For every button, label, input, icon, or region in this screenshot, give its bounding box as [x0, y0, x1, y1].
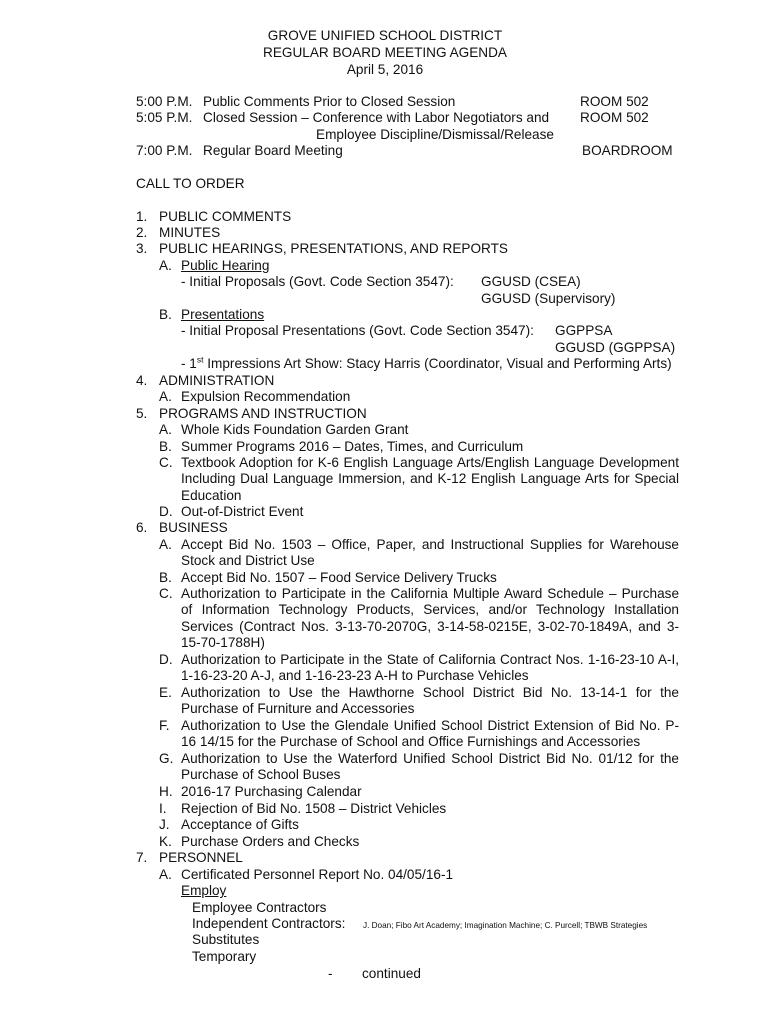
employ-heading: Employ	[181, 883, 227, 898]
agenda-item: Purchase Orders and Checks	[181, 834, 360, 849]
item-letter: A.	[159, 422, 172, 437]
art-show-superscript: st	[196, 354, 204, 365]
agenda-item: Accept Bid No. 1507 – Food Service Delivery Trucks	[181, 570, 497, 585]
schedule-time-2: 5:05 P.M.	[136, 110, 193, 125]
meeting-date: April 5, 2016	[346, 62, 424, 77]
presentation-ggppsa: GGPPSA	[555, 323, 613, 338]
schedule-desc-1: Public Comments Prior to Closed Session	[203, 94, 456, 109]
item-letter: A.	[159, 537, 172, 552]
continued-label: continued	[362, 966, 421, 981]
presentation-ggusd-ggppsa: GGUSD (GGPPSA)	[555, 340, 676, 355]
agenda-item: Authorization to Participate in the California Multiple Award Schedule – Purchase of Information Technology Products, Services, and/or Technology Installation Services (Contract Nos. 3-13-70-2070G, 3-14-58-0215E, 3-02-70-1849A, and 3-15-70-1788H)	[181, 586, 679, 651]
section-number: 7.	[136, 850, 148, 865]
art-show-text: Impressions Art Show: Stacy Harris (Coordinator, Visual and Performing Arts)	[203, 356, 672, 371]
independent-contractors-list: J. Doan; Fibo Art Academy; Imagination Machine; C. Purcell; TBWB Strategies	[363, 921, 648, 930]
item-letter: E.	[159, 685, 172, 700]
certificated-personnel-report: Certificated Personnel Report No. 04/05/16-1	[181, 867, 454, 882]
initial-proposal-presentations-line: - Initial Proposal Presentations (Govt. Code Section 3547):	[181, 323, 534, 338]
section-minutes: MINUTES	[159, 225, 221, 240]
continued-dash: -	[328, 966, 333, 981]
item-letter: A.	[159, 867, 172, 882]
item-letter: H.	[159, 784, 173, 799]
section-number: 6.	[136, 520, 148, 535]
agenda-item: Summer Programs 2016 – Dates, Times, and Curriculum	[181, 439, 524, 454]
initial-proposals-csea: GGUSD (CSEA)	[481, 274, 581, 289]
agenda-item: Accept Bid No. 1503 – Office, Paper, and Instructional Supplies for Warehouse Stock and District Use	[181, 537, 679, 569]
section-personnel: PERSONNEL	[159, 850, 243, 865]
item-letter: A.	[159, 389, 172, 404]
section-number: 4.	[136, 373, 148, 388]
item-letter: F.	[159, 718, 170, 733]
section-number: 3.	[136, 241, 148, 256]
substitutes: Substitutes	[192, 932, 260, 947]
schedule-desc-2-cont: Employee Discipline/Dismissal/Release	[316, 127, 554, 142]
item-letter: D.	[159, 652, 173, 667]
section-number: 1.	[136, 209, 148, 224]
art-show-line	[181, 356, 672, 372]
agenda-item: Whole Kids Foundation Garden Grant	[181, 422, 409, 437]
art-show-prefix: - 1	[181, 356, 197, 371]
temporary: Temporary	[192, 949, 257, 964]
independent-contractors-label: Independent Contractors:	[192, 916, 346, 931]
item-letter: B.	[159, 439, 172, 454]
agenda-item: Textbook Adoption for K-6 English Language Arts/English Language Development Including Dual Language Immersion, and K-12 English Language Arts for Special Education	[181, 455, 679, 503]
public-hearing-heading: Public Hearing	[181, 258, 270, 273]
employee-contractors: Employee Contractors	[192, 900, 327, 915]
item-letter: D.	[159, 504, 173, 519]
section-programs: PROGRAMS AND INSTRUCTION	[159, 406, 367, 421]
agenda-title: REGULAR BOARD MEETING AGENDA	[263, 45, 507, 60]
item-letter: B.	[159, 570, 172, 585]
item-letter: I.	[159, 801, 167, 816]
schedule-room-2: ROOM 502	[580, 110, 649, 125]
call-to-order: CALL TO ORDER	[136, 176, 245, 191]
agenda-item: Authorization to Participate in the State of California Contract Nos. 1-16-23-10 A-I, 1-16-23-20 A-J, and 1-16-23-23 A-H to Purchase Vehicles	[181, 652, 679, 684]
schedule-desc-3: Regular Board Meeting	[203, 143, 343, 158]
section-number: 5.	[136, 406, 148, 421]
schedule-room-3: BOARDROOM	[582, 143, 673, 158]
section-number: 2.	[136, 225, 148, 240]
section-public-comments: PUBLIC COMMENTS	[159, 209, 292, 224]
schedule-room-1: ROOM 502	[580, 94, 649, 109]
schedule-time-1: 5:00 P.M.	[136, 94, 193, 109]
section-business: BUSINESS	[159, 520, 228, 535]
agenda-item: Rejection of Bid No. 1508 – District Vehicles	[181, 801, 447, 816]
agenda-item: Out-of-District Event	[181, 504, 304, 519]
section-public-hearings: PUBLIC HEARINGS, PRESENTATIONS, AND REPORTS	[159, 241, 508, 256]
section-administration: ADMINISTRATION	[159, 373, 275, 388]
agenda-item: Acceptance of Gifts	[181, 817, 299, 832]
agenda-item: Authorization to Use the Hawthorne School District Bid No. 13-14-1 for the Purchase of Furniture and Accessories	[181, 685, 679, 717]
agenda-item: Authorization to Use the Waterford Unified School District Bid No. 01/12 for the Purchase of School Buses	[181, 751, 679, 783]
item-letter: C.	[159, 455, 173, 470]
presentations-heading: Presentations	[181, 307, 265, 322]
item-letter: G.	[159, 751, 174, 766]
schedule-time-3: 7:00 P.M.	[136, 143, 193, 158]
agenda-item: 2016-17 Purchasing Calendar	[181, 784, 362, 799]
initial-proposals-supervisory: GGUSD (Supervisory)	[481, 291, 616, 306]
item-letter: B.	[159, 307, 172, 322]
initial-proposals-line: - Initial Proposals (Govt. Code Section 3547):	[181, 274, 454, 289]
item-letter: J.	[159, 817, 170, 832]
item-letter: C.	[159, 586, 173, 601]
item-letter: A.	[159, 258, 172, 273]
agenda-item: Authorization to Use the Glendale Unified School District Extension of Bid No. P-16 14/15 for the Purchase of School and Office Furnishings and Accessories	[181, 718, 679, 750]
district-name: GROVE UNIFIED SCHOOL DISTRICT	[267, 28, 503, 43]
schedule-desc-2: Closed Session – Conference with Labor Negotiators and	[203, 110, 550, 125]
item-letter: K.	[159, 834, 172, 849]
agenda-item: Expulsion Recommendation	[181, 389, 351, 404]
